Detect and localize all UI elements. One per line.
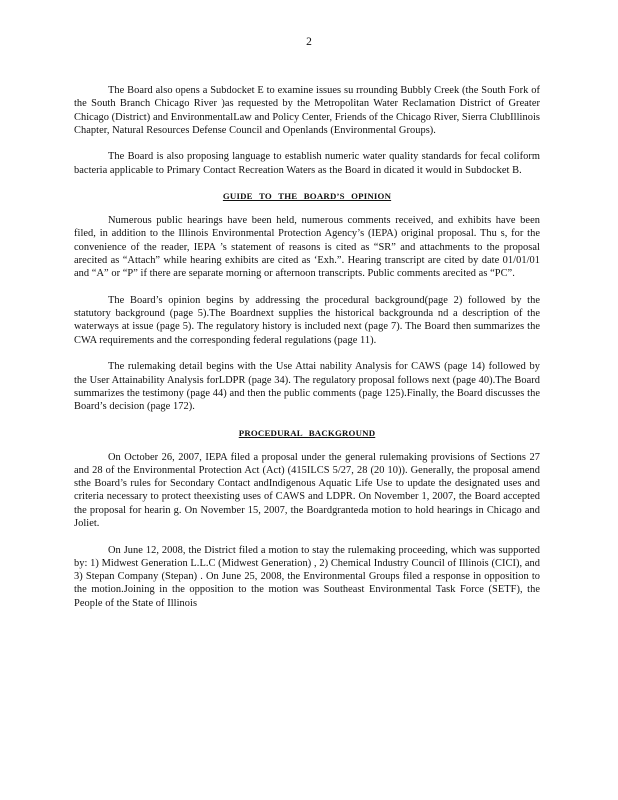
document-body: [74, 84, 540, 623]
paragraph-subdocket-e: The Board also opens a Subdocket E to examine issues su rrounding Bubbly Creek (the South Fork of the South Branch Chicago River )as requested by the Metropolitan Water Reclamation District of Greater Chicago (District) and EnvironmentalLaw and Policy Center, Friends of the Chicago River, Sierra ClubIllinois Chapter, Natural Resources Defense Council and Openlands (Environmental Groups).: [74, 85, 540, 136]
paragraph-opinion-outline: The Board’s opinion begins by addressing the procedural background(page 2) followed by the statutory background (page 5).The Boardnext supplies the historical backgrounda nd a description of the waterways at issue (page 5). The regulatory history is included next (page 7). The Board then summarizes the CWA requirements and the corresponding federal regulations (page 11).: [74, 294, 540, 346]
paragraph-fecal-coliform: The Board is also proposing language to establish numeric water quality standards for fecal coliform bacteria applicable to Primary Contact Recreation Waters as the Board in dicated it would in Subdocket B.: [74, 151, 540, 176]
heading-procedural: [74, 427, 540, 439]
heading-guide: [74, 190, 540, 202]
paragraph-citations: Numerous public hearings have been held, numerous comments received, and exhibits have been filed, in addition to the Illinois Environmental Protection Agency’s (IEPA) original proposal. Thu s, for the convenience of the reader, IEPA ’s statement of reasons is cited as “SR” and attachments to the proposal arecited as “Attach” while hearing exhibits are cited as ‘Exh.”. Hearing transcript are cited by date 01/01/01 and “A” or “P” if there are separate morning or afternoon transcripts. Public comments arecited as “PC”.: [74, 215, 540, 280]
heading-guide-text: GUIDE TO THE BOARD’S OPINION: [222, 191, 392, 202]
paragraph-iepa-proposal: On October 26, 2007, IEPA filed a proposal under the general rulemaking provisions of Sections 27 and 28 of the Environmental Protection Act (Act) (415ILCS 5/27, 28 (20 10)). Generally, the proposal amend sthe Board’s rules for Secondary Contact andIndigenous Aquatic Life Use to update the designated uses and criteria necessary to protect theexisting uses of CAWS and LDPR. On November 1, 2007, the Board accepted the proposal for hearin g. On November 15, 2007, the Boardgranteda motion to hold hearings in Chicago and Joliet.: [74, 451, 540, 530]
page-number: 2: [306, 36, 312, 48]
heading-procedural-text: PROCEDURAL BACKGROUND: [238, 427, 376, 438]
paragraph-rulemaking-detail: The rulemaking detail begins with the Use Attai nability Analysis for CAWS (page 14) followed by the User Attainability Analysis forLDPR (page 34). The regulatory proposal follows next (page 40).The Board summarizes the testimony (page 44) and then the public comments (page 125).Finally, the Board discusses the Board’s decision (page 172).: [74, 361, 540, 413]
paragraph-motion-to-stay: On June 12, 2008, the District filed a motion to stay the rulemaking proceeding, which was supported by: 1) Midwest Generation L.L.C (Midwest Generation) , 2) Chemical Industry Council of Illinois (CICI), and 3) Stepan Company (Stepan) . On June 25, 2008, the Environmental Groups filed a response in opposition to the motion.Joining in the opposition to the motion was Southeast Environmental Task Force (SETF), the People of the State of Illinois: [74, 544, 540, 609]
